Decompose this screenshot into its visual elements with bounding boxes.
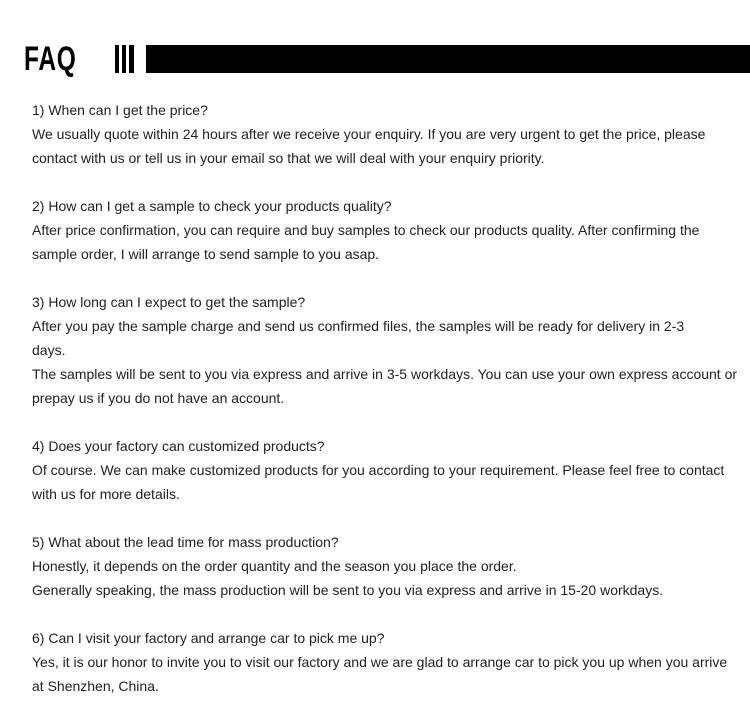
faq-answer: Of course. We can make customized products for you according to your requirement. Please feel free to contact with us for more details. [32,462,725,502]
faq-title: FAQ [24,40,77,78]
decorative-bar [129,45,134,73]
faq-answer: After price confirmation, you can require and buy samples to check our products quality. After confirming the sample order, I will arrange to send sample to you asap. [32,222,700,262]
faq-header [0,40,750,78]
faq-item [32,290,742,410]
faq-question: 6) Can I visit your factory and arrange car to pick me up? [32,630,385,646]
decorative-bar [115,45,119,73]
faq-answer: We usually quote within 24 hours after we receive your enquiry. If you are very urgent to get the price, please contact with us or tell us in your email so that we will deal with your enquiry priority. [32,126,706,166]
decorative-bar [122,45,126,73]
faq-answer: The samples will be sent to you via express and arrive in 3-5 workdays. You can use your own express account or prepay us if you do not have an account. [32,366,738,406]
faq-answer: Yes, it is our honor to invite you to visit our factory and we are glad to arrange car to pick you up when you arrive at Shenzhen, China. [32,654,728,694]
faq-answer: Generally speaking, the mass production will be sent to you via express and arrive in 15-20 workdays. [32,582,664,598]
faq-question: 1) When can I get the price? [32,102,208,118]
faq-list [32,98,742,722]
faq-question: 2) How can I get a sample to check your products quality? [32,198,392,214]
faq-item [32,98,742,170]
faq-item [32,626,742,698]
faq-item [32,434,742,506]
faq-answer: Honestly, it depends on the order quantity and the season you place the order. [32,558,517,574]
faq-question: 5) What about the lead time for mass production? [32,534,339,550]
faq-answer: After you pay the sample charge and send us confirmed files, the samples will be ready for delivery in 2-3 days. [32,318,685,358]
faq-item [32,194,742,266]
header-rule-bar [146,45,750,73]
faq-question: 4) Does your factory can customized products? [32,438,325,454]
faq-item [32,530,742,602]
faq-question: 3) How long can I expect to get the sample? [32,294,306,310]
